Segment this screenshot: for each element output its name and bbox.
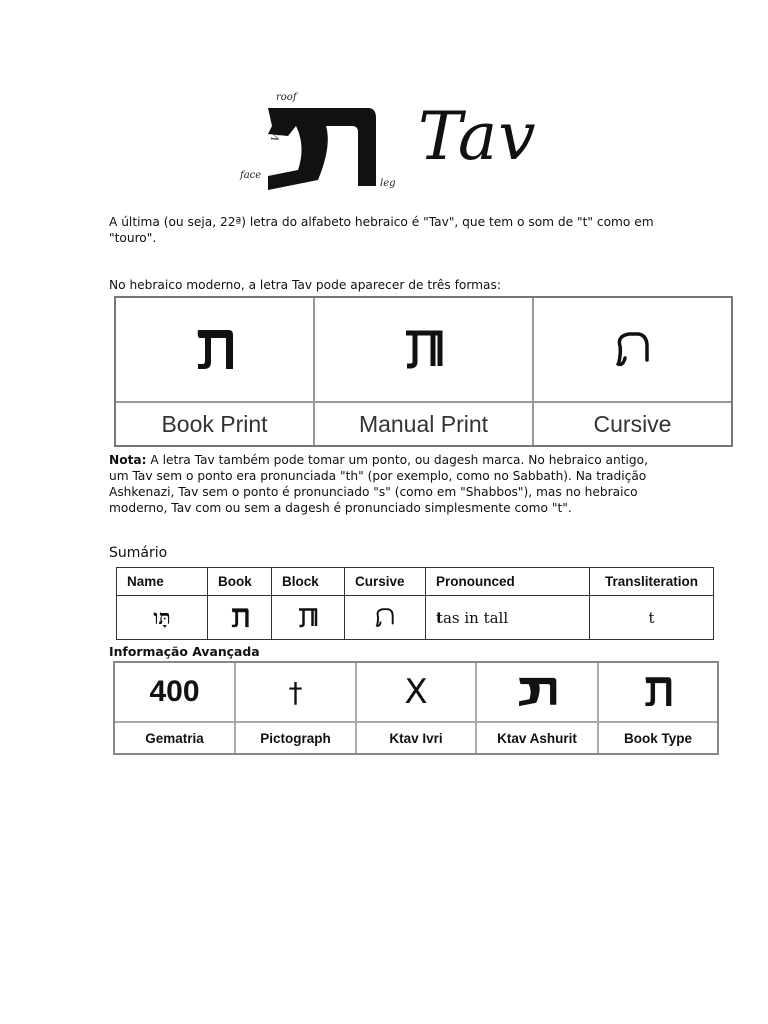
- gematria-label: Gematria: [115, 723, 236, 753]
- note-label: Nota:: [109, 453, 147, 467]
- tav-letter-diagram: [262, 106, 378, 192]
- summary-title: Sumário: [109, 545, 168, 561]
- book-type-label: Book Type: [623, 730, 692, 746]
- intro-paragraph: [109, 214, 669, 246]
- summary-header-pronounced: Pronounced: [426, 568, 590, 596]
- gematria-value: 400: [149, 675, 200, 708]
- tav-book-type-icon: [643, 675, 673, 709]
- note-line-4: moderno, Tav com ou sem a dagesh é pronunciado simplesmente como "t".: [109, 501, 572, 515]
- roof-label: roof: [276, 92, 297, 103]
- pictograph-label: Pictograph: [236, 723, 357, 753]
- ktav-ashurit-label: Ktav Ashurit: [477, 723, 599, 753]
- gematria-cell: [115, 663, 236, 723]
- ktav-ivri-glyph: X: [357, 663, 477, 723]
- forms-table: [114, 296, 733, 447]
- tav-block-icon: [298, 608, 318, 628]
- cursive-label: Cursive: [593, 410, 672, 437]
- tav-book-print-icon: [195, 327, 235, 373]
- summary-block-glyph-cell: [272, 596, 345, 639]
- tav-cursive-icon: [613, 330, 653, 370]
- summary-header-name: Name: [117, 568, 208, 596]
- summary-header-transliteration: Transliteration: [590, 568, 713, 596]
- leg-label: leg: [380, 178, 396, 189]
- summary-book-glyph-cell: [208, 596, 272, 639]
- intro-line-1: A última (ou seja, 22ª) letra do alfabeto hebraico é "Tav", que tem o som de "t" como em: [109, 215, 654, 229]
- summary-transliteration: t: [648, 608, 655, 627]
- intro-line-2: "touro".: [109, 231, 157, 245]
- summary-header-book: Book: [208, 568, 272, 596]
- manual-print-glyph-cell: [315, 298, 534, 403]
- note-line-2: um Tav sem o ponto era pronunciada "th" (por exemplo, como no Sabbath). Na tradição: [109, 469, 647, 483]
- tav-book-icon: [229, 607, 251, 629]
- note-line-3: Ashkenazi, Tav sem o ponto é pronunciado "s" (como em "Shabbos"), mas no hebraico: [109, 485, 638, 499]
- advanced-table: [113, 661, 719, 755]
- face-label: face: [240, 170, 262, 181]
- tav-heading-figure: [230, 88, 550, 198]
- summary-table: [116, 567, 714, 640]
- summary-pronounced: t as in tall: [426, 596, 590, 639]
- summary-name-glyph: תָּו: [117, 596, 208, 639]
- advanced-title: Informação Avançada: [109, 644, 260, 659]
- note-line-1: A letra Tav também pode tomar um ponto, ou dagesh marca. No hebraico antigo,: [146, 453, 648, 467]
- summary-header-cursive: Cursive: [345, 568, 426, 596]
- cursive-glyph-cell: [534, 298, 731, 403]
- tav-ashurit-icon: [517, 675, 557, 709]
- book-type-cell: [599, 663, 717, 723]
- note-paragraph: [109, 452, 669, 516]
- pictograph-cross-icon: †: [236, 663, 357, 723]
- tav-title: Tav: [418, 98, 537, 175]
- summary-cursive-glyph-cell: [345, 596, 426, 639]
- ktav-ivri-label: Ktav Ivri: [357, 723, 477, 753]
- forms-intro: No hebraico moderno, a letra Tav pode aparecer de três formas:: [109, 278, 501, 292]
- book-print-glyph-cell: [116, 298, 315, 403]
- ktav-ashurit-cell: [477, 663, 599, 723]
- summary-header-block: Block: [272, 568, 345, 596]
- manual-print-label: Manual Print: [315, 403, 534, 445]
- tav-summary-cursive-icon: [374, 607, 396, 629]
- tav-manual-print-icon: [404, 330, 444, 370]
- book-print-label: Book Print: [116, 403, 315, 445]
